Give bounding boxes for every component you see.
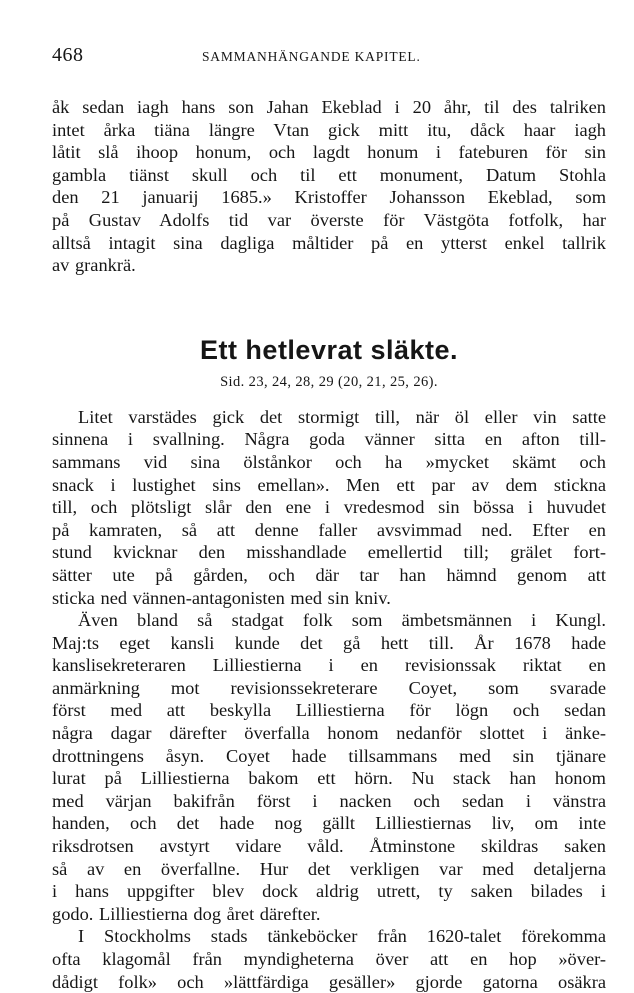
- text-line: riksdrotsen avstyrt vidare våld. Åtminstone skildras saken: [52, 836, 606, 857]
- chapter-title: Ett hetlevrat släkte.: [199, 334, 459, 365]
- text-line: snack i lustighet sins emellan». Men ett par av dem stickna: [52, 474, 606, 495]
- text-line: Litet varstädes gick det stormigt till, när öl eller vin satte: [78, 406, 606, 427]
- running-header: [52, 44, 606, 74]
- text-line: dådigt folk» och »lättfärdiga gesäller» gjorde gatorna osäkra: [52, 971, 606, 992]
- text-line: intet årka tiäna längre Vtan gick mitt itu, dåck haar iagh: [52, 119, 606, 140]
- text-line: gambla tiänst skull och til ett monument, Datum Stohla: [52, 164, 606, 185]
- chapter-body: [52, 406, 606, 993]
- book-page: [52, 44, 606, 993]
- text-line: med värjan bakifrån först i nacken och sedan i vänstra: [52, 790, 606, 811]
- text-line: åk sedan iagh hans son Jahan Ekeblad i 20 åhr, til des talriken: [52, 97, 606, 117]
- text-line: till, och plötsligt slår den ene i vredesmod sin bössa i huvudet: [52, 497, 606, 518]
- chapter-page-reference: Sid. 23, 24, 28, 29 (20, 21, 25, 26).: [220, 373, 438, 390]
- text-line: anmärkning mot revisionssekreterare Coyet, som svarade: [52, 677, 606, 698]
- text-line: drottningens åsyn. Coyet hade tillsammans med sin tjänare: [52, 745, 606, 766]
- text-line: stund kvicknar den misshandlade emellertid till; grälet fort-: [52, 542, 606, 563]
- text-line: sammans vid sina ölstånkor och ha »mycket skämt och: [52, 451, 606, 472]
- text-line: I Stockholms stads tänkeböcker från 1620-talet förekomma: [78, 926, 606, 947]
- text-line: några dagar därefter överfalla honom nedanför slottet i änke-: [52, 723, 606, 744]
- text-line: den 21 januarij 1685.» Kristoffer Johansson Ekeblad, som: [52, 187, 606, 208]
- text-line: först med att beskylla Lilliestierna för lögn och sedan: [52, 700, 606, 721]
- text-line: lurat på Lilliestierna bakom ett hörn. Nu stack han honom: [52, 768, 606, 789]
- text-line: Även bland så stadgat folk som ämbetsmännen i Kungl.: [78, 610, 606, 631]
- text-line: ofta klagomål från myndigheterna över att en hop »över-: [52, 949, 606, 969]
- page-number: 468: [52, 44, 84, 66]
- text-line: sinnena i svallning. Några goda vänner sitta en afton till-: [52, 429, 606, 450]
- text-line: alltså intagit sina dagliga måltider på en ytterst enkel tallrik: [52, 232, 606, 253]
- text-line: av grankrä.: [52, 255, 136, 276]
- continuation-paragraph: [52, 96, 606, 277]
- text-line: handen, och det hade nog gällt Lilliestiernas liv, om inte: [52, 813, 606, 834]
- text-line: godo. Lilliestierna dog året därefter.: [52, 903, 321, 924]
- text-line: sätter ute på gården, och där tar han hämnd genom att: [52, 564, 606, 585]
- running-title: SAMMANHÄNGANDE KAPITEL.: [202, 49, 421, 64]
- text-line: på kamraten, så att denne faller avsvimmad ned. Efter en: [52, 519, 606, 540]
- text-line: Maj:ts eget kansli kunde det gå hett till. År 1678 hade: [52, 632, 606, 653]
- text-line: på Gustav Adolfs tid var överste för Västgöta fotfolk, har: [52, 209, 606, 230]
- text-line: så av en överfallne. Hur det verkligen var med detaljerna: [52, 858, 606, 879]
- text-line: låtit slå ihoop honum, och lagdt honum i fateburen för sin: [52, 142, 606, 163]
- text-line: i hans uppgifter blev dock aldrig utrett, ty saken bilades i: [52, 881, 606, 902]
- text-line: kanslisekreteraren Lilliestierna i en revisionssak riktat en: [52, 655, 606, 676]
- text-line: sticka ned vännen-antagonisten med sin kniv.: [52, 587, 391, 608]
